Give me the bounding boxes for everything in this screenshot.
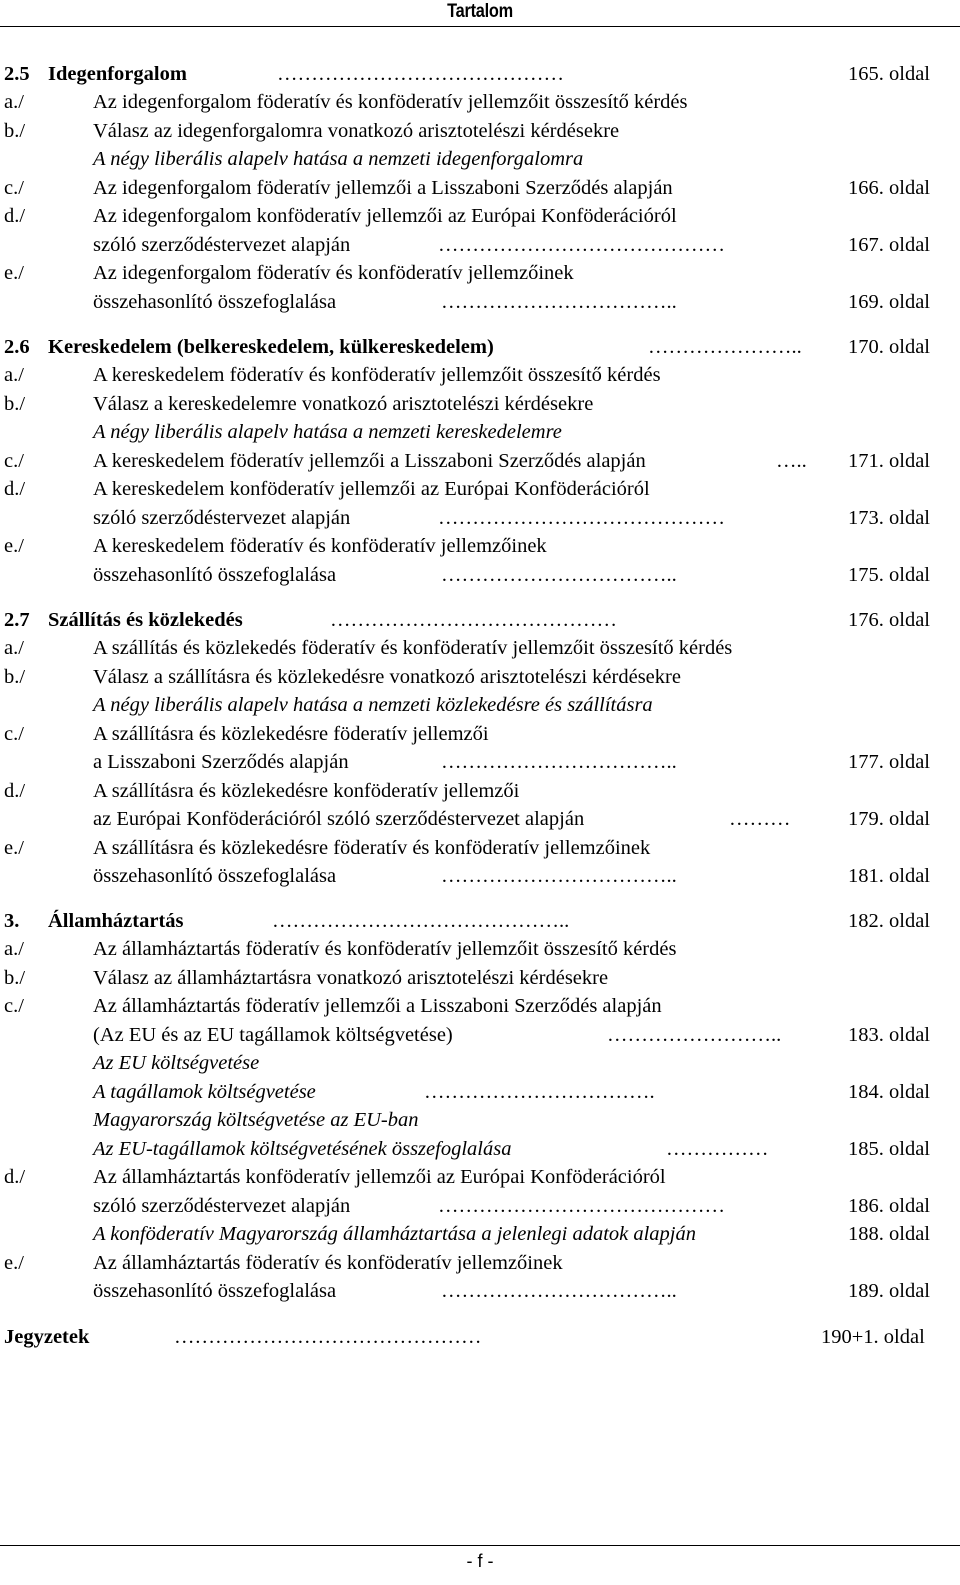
subtopic-text: Az EU-tagállamok költségvetésének összefoglalása <box>93 1138 512 1160</box>
section-heading: Kereskedelem (belkereskedelem, külkereskedelem) <box>48 336 494 358</box>
item-marker: e./ <box>4 262 24 284</box>
item-marker: c./ <box>4 995 24 1017</box>
dot-leader: …………………………….. <box>441 751 677 773</box>
toc-text: összehasonlító összefoglalása <box>93 1280 337 1302</box>
toc-text: a Lisszaboni Szerződés alapján <box>93 751 349 773</box>
subtopic-text: Az EU költségvetése <box>93 1052 260 1074</box>
dot-leader: …………………………………… <box>438 1195 725 1217</box>
toc-text: Válasz az államháztartásra vonatkozó arisztotelészi kérdésekre <box>93 967 609 989</box>
page-reference: 188. oldal <box>848 1223 930 1245</box>
toc-text: Az idegenforgalom föderatív és konföderatív jellemzőit összesítő kérdés <box>93 91 688 113</box>
toc-text: Válasz a szállításra és közlekedésre vonatkozó arisztotelészi kérdésekre <box>93 666 681 688</box>
toc-text: Válasz az idegenforgalomra vonatkozó arisztotelészi kérdésekre <box>93 120 620 142</box>
toc-text: A szállítás és közlekedés föderatív és konföderatív jellemzőit összesítő kérdés <box>93 637 733 659</box>
page-reference: 171. oldal <box>848 450 930 472</box>
toc-text: az Európai Konföderációról szóló szerződéstervezet alapján <box>93 808 585 830</box>
dot-leader: …………………………….. <box>441 291 677 313</box>
subtopic-text: Magyarország költségvetése az EU-ban <box>93 1109 419 1131</box>
item-marker: d./ <box>4 205 26 227</box>
item-marker: d./ <box>4 780 26 802</box>
subtopic-text: A négy liberális alapelv hatása a nemzeti kereskedelemre <box>93 421 562 443</box>
item-marker: d./ <box>4 478 26 500</box>
item-marker: a./ <box>4 938 24 960</box>
page-reference: 184. oldal <box>848 1081 930 1103</box>
toc-text: A szállításra és közlekedésre föderatív és konföderatív jellemzőinek <box>93 837 651 859</box>
item-marker: e./ <box>4 1252 24 1274</box>
toc-text: Az idegenforgalom konföderatív jellemzői az Európai Konföderációról <box>93 205 677 227</box>
toc-text: A kereskedelem konföderatív jellemzői az Európai Konföderációról <box>93 478 650 500</box>
page-reference: 173. oldal <box>848 507 930 529</box>
page-header <box>0 0 960 27</box>
toc-text: Az idegenforgalom föderatív jellemzői a Lisszaboni Szerződés alapján <box>93 177 673 199</box>
page-reference: 176. oldal <box>848 609 930 631</box>
dot-leader: ……………………………. <box>424 1081 655 1103</box>
dot-leader: …………………………….. <box>441 1280 677 1302</box>
toc-text: A kereskedelem föderatív és konföderatív jellemzőit összesítő kérdés <box>93 364 661 386</box>
section-heading: 2.5 <box>4 63 30 85</box>
toc-text: Az államháztartás föderatív jellemzői a Lisszaboni Szerződés alapján <box>93 995 662 1017</box>
subtopic-text: A négy liberális alapelv hatása a nemzeti idegenforgalomra <box>93 148 584 170</box>
item-marker: a./ <box>4 91 24 113</box>
dot-leader: …………………………………… <box>330 609 617 631</box>
item-marker: b./ <box>4 393 26 415</box>
toc-text: összehasonlító összefoglalása <box>93 564 337 586</box>
page-number: - f - <box>466 1551 494 1571</box>
toc-text: A szállításra és közlekedésre konföderatív jellemzői <box>93 780 520 802</box>
toc-text: szóló szerződéstervezet alapján <box>93 234 351 256</box>
item-marker: c./ <box>4 177 24 199</box>
item-marker: c./ <box>4 450 24 472</box>
dot-leader: ………………….. <box>648 336 802 358</box>
section-heading: Idegenforgalom <box>48 63 187 85</box>
page-reference: 175. oldal <box>848 564 930 586</box>
dot-leader: …………………………………… <box>277 63 564 85</box>
dot-leader: …………………………………….. <box>272 910 570 932</box>
toc-text: A kereskedelem föderatív és konföderatív jellemzőinek <box>93 535 547 557</box>
page-reference: 170. oldal <box>848 336 930 358</box>
section-heading: Jegyzetek <box>4 1326 90 1348</box>
item-marker: d./ <box>4 1166 26 1188</box>
item-marker: a./ <box>4 364 24 386</box>
page-reference: 165. oldal <box>848 63 930 85</box>
subtopic-text: A tagállamok költségvetése <box>93 1081 316 1103</box>
dot-leader: …………………………………… <box>438 507 725 529</box>
page-reference: 167. oldal <box>848 234 930 256</box>
section-heading: 3. <box>4 910 20 932</box>
toc-text: Válasz a kereskedelemre vonatkozó arisztotelészi kérdésekre <box>93 393 594 415</box>
toc-text: A szállításra és közlekedésre föderatív jellemzői <box>93 723 489 745</box>
item-marker: a./ <box>4 637 24 659</box>
dot-leader: ……… <box>729 808 791 830</box>
page-reference: 186. oldal <box>848 1195 930 1217</box>
footer-divider <box>0 1545 960 1546</box>
section-heading: Államháztartás <box>48 910 184 932</box>
page-reference: 183. oldal <box>848 1024 930 1046</box>
item-marker: e./ <box>4 837 24 859</box>
toc-text: szóló szerződéstervezet alapján <box>93 1195 351 1217</box>
page-reference: 179. oldal <box>848 808 930 830</box>
subtopic-text: A konföderatív Magyarország államháztartása a jelenlegi adatok alapján <box>93 1223 696 1245</box>
page-reference: 181. oldal <box>848 865 930 887</box>
toc-text: A kereskedelem föderatív jellemzői a Lisszaboni Szerződés alapján <box>93 450 646 472</box>
section-heading: Szállítás és közlekedés <box>48 609 243 631</box>
toc-text: Az államháztartás föderatív és konföderatív jellemzőinek <box>93 1252 563 1274</box>
subtopic-text: A négy liberális alapelv hatása a nemzeti közlekedésre és szállításra <box>93 694 653 716</box>
section-heading: 2.6 <box>4 336 30 358</box>
item-marker: b./ <box>4 120 26 142</box>
dot-leader: …………… <box>666 1138 769 1160</box>
page-reference: 189. oldal <box>848 1280 930 1302</box>
toc-text: (Az EU és az EU tagállamok költségvetése) <box>93 1024 453 1046</box>
toc-text: Az államháztartás föderatív és konföderatív jellemzőit összesítő kérdés <box>93 938 677 960</box>
toc-text: Az államháztartás konföderatív jellemzői az Európai Konföderációról <box>93 1166 666 1188</box>
page-reference: 182. oldal <box>848 910 930 932</box>
dot-leader: ……………………………………… <box>174 1326 482 1348</box>
dot-leader: …………………………….. <box>441 865 677 887</box>
page-reference: 166. oldal <box>848 177 930 199</box>
page-reference: 185. oldal <box>848 1138 930 1160</box>
page-reference: 190+1. oldal <box>821 1326 925 1348</box>
item-marker: c./ <box>4 723 24 745</box>
toc-text: szóló szerződéstervezet alapján <box>93 507 351 529</box>
header-title: Tartalom <box>447 1 513 22</box>
page-reference: 169. oldal <box>848 291 930 313</box>
item-marker: e./ <box>4 535 24 557</box>
item-marker: b./ <box>4 666 26 688</box>
section-heading: 2.7 <box>4 609 30 631</box>
toc-text: Az idegenforgalom föderatív és konföderatív jellemzőinek <box>93 262 574 284</box>
toc-text: összehasonlító összefoglalása <box>93 865 337 887</box>
page-reference: 177. oldal <box>848 751 930 773</box>
dot-leader: …………………………….. <box>441 564 677 586</box>
dot-leader: ….. <box>776 450 807 472</box>
item-marker: b./ <box>4 967 26 989</box>
dot-leader: …………………………………… <box>438 234 725 256</box>
toc-text: összehasonlító összefoglalása <box>93 291 337 313</box>
dot-leader: …………………….. <box>607 1024 782 1046</box>
